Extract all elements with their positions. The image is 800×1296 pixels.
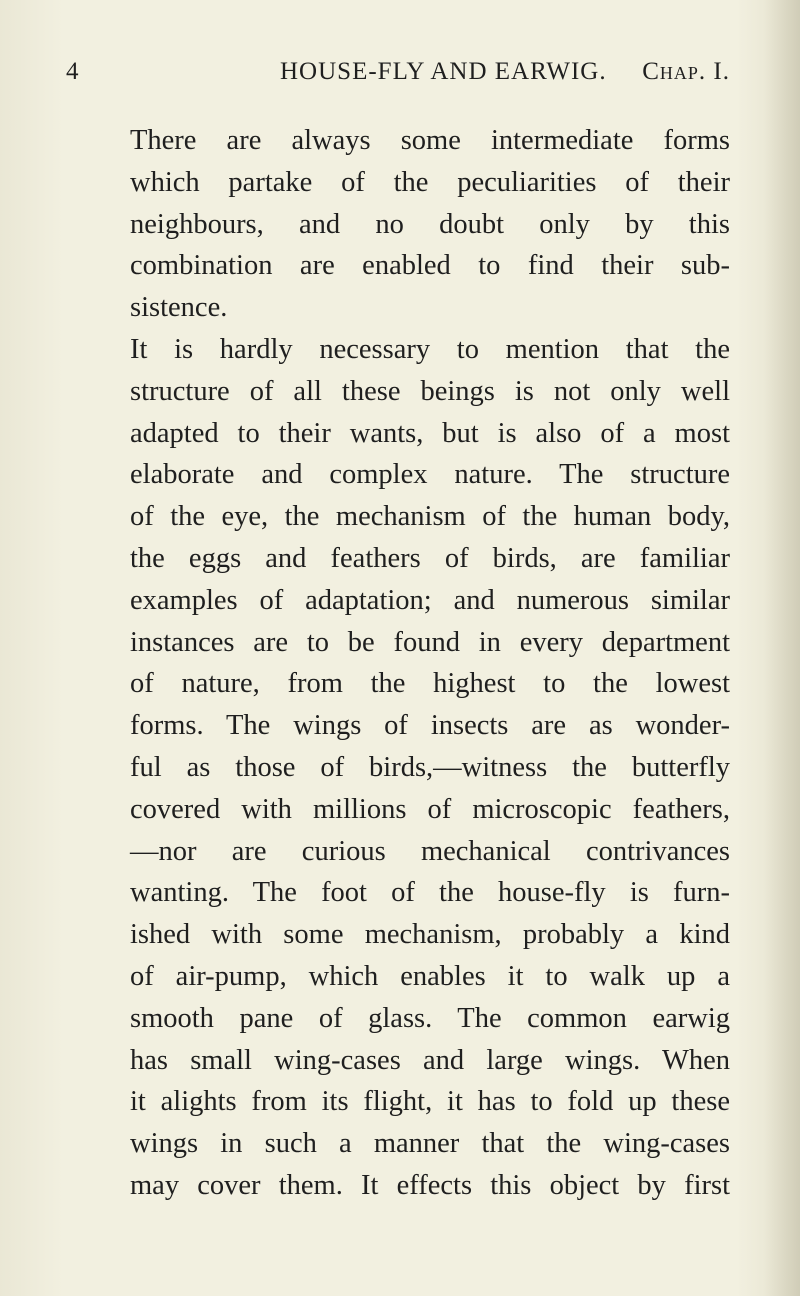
text-line: wings in such a manner that the wing-cases bbox=[130, 1128, 730, 1160]
text-line: ished with some mechanism, probably a kind bbox=[130, 919, 730, 951]
body-text bbox=[130, 120, 730, 1207]
text-line: It is hardly necessary to mention that the bbox=[130, 333, 730, 365]
text-line: of air-pump, which enables it to walk up a bbox=[130, 960, 730, 992]
page-edge-shadow bbox=[764, 0, 800, 1296]
text-line: —nor are curious mechanical contrivances bbox=[130, 835, 730, 867]
text-line: of nature, from the highest to the lowest bbox=[130, 668, 730, 700]
text-line: examples of adaptation; and numerous similar bbox=[130, 584, 730, 616]
text-line: sistence. bbox=[130, 292, 228, 324]
text-line: it alights from its flight, it has to fold up these bbox=[130, 1086, 730, 1118]
running-title: HOUSE-FLY AND EARWIG. bbox=[280, 58, 607, 85]
text-line: may cover them. It effects this object by first bbox=[130, 1169, 730, 1201]
text-line: elaborate and complex nature. The structure bbox=[130, 459, 730, 491]
text-line: smooth pane of glass. The common earwig bbox=[130, 1002, 730, 1034]
running-head bbox=[66, 58, 730, 92]
text-line: wanting. The foot of the house-fly is furn- bbox=[130, 877, 730, 909]
text-line: of the eye, the mechanism of the human body, bbox=[130, 501, 730, 533]
text-line: has small wing-cases and large wings. When bbox=[130, 1044, 730, 1076]
text-line: the eggs and feathers of birds, are familiar bbox=[130, 542, 730, 574]
text-line: instances are to be found in every department bbox=[130, 626, 730, 658]
text-line: forms. The wings of insects are as wonder- bbox=[130, 710, 730, 742]
text-line: structure of all these beings is not only well bbox=[130, 375, 730, 407]
text-line: adapted to their wants, but is also of a most bbox=[130, 417, 730, 449]
page-number: 4 bbox=[66, 58, 79, 85]
text-line: ful as those of birds,—witness the butterfly bbox=[130, 751, 730, 783]
text-line: which partake of the peculiarities of their bbox=[130, 166, 730, 198]
chapter-reference: Chap. I. bbox=[642, 58, 730, 85]
text-line: combination are enabled to find their sub- bbox=[130, 250, 730, 282]
text-line: covered with millions of microscopic feathers, bbox=[130, 793, 730, 825]
text-line: There are always some intermediate forms bbox=[130, 125, 730, 156]
text-line: neighbours, and no doubt only by this bbox=[130, 208, 730, 240]
